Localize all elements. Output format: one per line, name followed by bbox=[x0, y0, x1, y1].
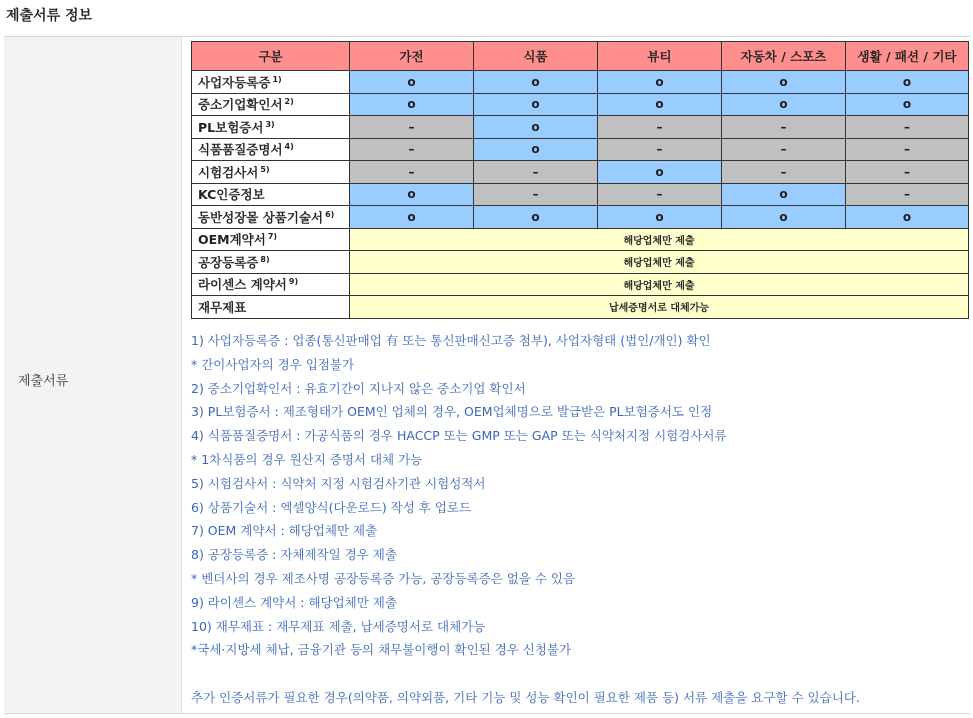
table-cell: – bbox=[598, 116, 722, 139]
table-cell: o bbox=[474, 138, 598, 161]
row-label-text: 사업자등록증 bbox=[198, 74, 271, 90]
row-label-text: 라이센스 계약서 bbox=[198, 277, 287, 293]
row-label-text: OEM계약서 bbox=[198, 232, 266, 248]
table-cell: – bbox=[846, 116, 969, 139]
section-title: 제출서류 정보 bbox=[6, 8, 93, 24]
table-row bbox=[192, 296, 969, 319]
header-category: 구분 bbox=[192, 42, 350, 71]
row-label bbox=[192, 138, 350, 161]
table-cell: – bbox=[846, 161, 969, 184]
table-cell: o bbox=[350, 93, 474, 116]
row-footnote-marker: 6) bbox=[325, 209, 335, 219]
table-cell: – bbox=[474, 183, 598, 206]
note-item: 10) 재무제표 : 재무제표 제출, 납세증명서로 대체가능 bbox=[191, 618, 486, 634]
row-label bbox=[192, 183, 350, 206]
table-cell: – bbox=[846, 183, 969, 206]
footer-note: 추가 인증서류가 필요한 경우(의약품, 의약외품, 기타 기능 및 성능 확인이 필요한 제품 등) 서류 제출을 요구할 수 있습니다. bbox=[191, 689, 860, 705]
table-row bbox=[192, 273, 969, 296]
table-cell: – bbox=[722, 116, 846, 139]
note-item: 5) 시험검사서 : 식약처 지정 시험검사기관 시험성적서 bbox=[191, 475, 486, 491]
row-label-text: 시험검사서 bbox=[198, 164, 259, 180]
header-beauty: 뷰티 bbox=[598, 42, 722, 71]
row-label-text: 재무제표 bbox=[198, 299, 247, 315]
notes-list bbox=[191, 329, 971, 710]
label-column bbox=[4, 37, 182, 713]
table-cell: o bbox=[474, 116, 598, 139]
header-auto-sports: 자동차 / 스포츠 bbox=[722, 42, 846, 71]
table-cell: o bbox=[722, 183, 846, 206]
row-label-text: KC인증정보 bbox=[198, 187, 265, 203]
table-cell: – bbox=[350, 116, 474, 139]
row-label bbox=[192, 116, 350, 139]
note-item: 3) PL보험증서 : 제조형태가 OEM인 업체의 경우, OEM업체명으로 발급받은 PL보험증서도 인정 bbox=[191, 404, 713, 420]
table-cell: o bbox=[722, 93, 846, 116]
row-label bbox=[192, 93, 350, 116]
table-row bbox=[192, 161, 969, 184]
row-footnote-marker: 2) bbox=[284, 97, 294, 107]
row-label bbox=[192, 161, 350, 184]
table-cell: o bbox=[598, 206, 722, 229]
table-cell: – bbox=[598, 183, 722, 206]
table-cell: o bbox=[474, 93, 598, 116]
note-item: 8) 공장등록증 : 자체제작일 경우 제출 bbox=[191, 547, 397, 563]
note-item: 9) 라이센스 계약서 : 해당업체만 제출 bbox=[191, 594, 397, 610]
row-label-text: 식품품질증명서 bbox=[198, 142, 283, 158]
row-footnote-marker: 4) bbox=[284, 142, 294, 152]
header-food: 식품 bbox=[474, 42, 598, 71]
table-cell: o bbox=[474, 206, 598, 229]
row-label-text: 중소기업확인서 bbox=[198, 97, 283, 113]
row-footnote-marker: 8) bbox=[260, 254, 270, 264]
note-item: * 벤더사의 경우 제조사명 공장등록증 가능, 공장등록증은 없을 수 있음 bbox=[191, 570, 576, 586]
row-footnote-marker: 9) bbox=[288, 277, 299, 287]
table-cell: – bbox=[474, 161, 598, 184]
note-item: 7) OEM 계약서 : 해당업체만 제출 bbox=[191, 523, 378, 539]
row-label bbox=[192, 228, 350, 251]
table-cell: o bbox=[350, 71, 474, 94]
documents-panel bbox=[4, 36, 970, 714]
table-row bbox=[192, 251, 969, 274]
row-label bbox=[192, 71, 350, 94]
table-cell: – bbox=[722, 138, 846, 161]
table-cell: o bbox=[350, 206, 474, 229]
row-label bbox=[192, 251, 350, 274]
row-label-text: 공장등록증 bbox=[198, 254, 259, 270]
note-item: 1) 사업자등록증 : 업종(통신판매업 有 또는 통신판매신고증 첨부), 사업자형태 (법인/개인) 확인 bbox=[191, 333, 711, 348]
note-item: * 간이사업자의 경우 입점불가 bbox=[191, 356, 355, 372]
table-header-row bbox=[192, 42, 969, 71]
merged-note-cell: 납세증명서로 대체가능 bbox=[350, 296, 969, 319]
merged-note-cell: 해당업체만 제출 bbox=[350, 251, 969, 274]
table-cell: o bbox=[722, 206, 846, 229]
note-item: *국세·지방세 체납, 금융기관 등의 채무불이행이 확인된 경우 신청불가 bbox=[191, 642, 572, 658]
table-row bbox=[192, 206, 969, 229]
note-item: * 1차식품의 경우 원산지 증명서 대체 가능 bbox=[191, 451, 423, 467]
table-cell: – bbox=[350, 138, 474, 161]
table-row bbox=[192, 116, 969, 139]
table-row bbox=[192, 183, 969, 206]
table-row bbox=[192, 93, 969, 116]
table-cell: o bbox=[722, 71, 846, 94]
table-cell: – bbox=[598, 138, 722, 161]
merged-note-cell: 해당업체만 제출 bbox=[350, 228, 969, 251]
row-label-text: PL보험증서 bbox=[198, 119, 264, 135]
row-footnote-marker: 1) bbox=[272, 74, 282, 84]
table-cell: o bbox=[350, 183, 474, 206]
table-cell: o bbox=[846, 71, 969, 94]
table-cell: – bbox=[350, 161, 474, 184]
table-row bbox=[192, 228, 969, 251]
table-row bbox=[192, 138, 969, 161]
table-cell: o bbox=[598, 71, 722, 94]
table-cell: o bbox=[474, 71, 598, 94]
table-cell: o bbox=[598, 161, 722, 184]
table-row bbox=[192, 71, 969, 94]
documents-table bbox=[191, 41, 969, 319]
header-living-fashion: 생활 / 패션 / 기타 bbox=[846, 42, 969, 71]
row-label bbox=[192, 296, 350, 319]
row-footnote-marker: 3) bbox=[265, 119, 275, 129]
table-cell: – bbox=[846, 138, 969, 161]
row-label bbox=[192, 206, 350, 229]
spacer bbox=[191, 662, 971, 686]
row-label bbox=[192, 273, 350, 296]
table-cell: o bbox=[846, 93, 969, 116]
header-electronics: 가전 bbox=[350, 42, 474, 71]
table-cell: o bbox=[598, 93, 722, 116]
row-footnote-marker: 5) bbox=[260, 164, 270, 174]
note-item: 6) 상품기술서 : 엑셀양식(다운로드) 작성 후 업로드 bbox=[191, 499, 472, 515]
table-cell: – bbox=[722, 161, 846, 184]
table-cell: o bbox=[846, 206, 969, 229]
row-label-text: 동반성장몰 상품기술서 bbox=[198, 209, 324, 225]
row-footnote-marker: 7) bbox=[267, 232, 278, 242]
note-item: 4) 식품품질증명서 : 가공식품의 경우 HACCP 또는 GMP 또는 GAP 또는 식약처지정 시험검사서류 bbox=[191, 428, 727, 444]
merged-note-cell: 해당업체만 제출 bbox=[350, 273, 969, 296]
documents-label: 제출서류 bbox=[18, 374, 69, 389]
note-item: 2) 중소기업확인서 : 유효기간이 지나지 않은 중소기업 확인서 bbox=[191, 380, 526, 396]
